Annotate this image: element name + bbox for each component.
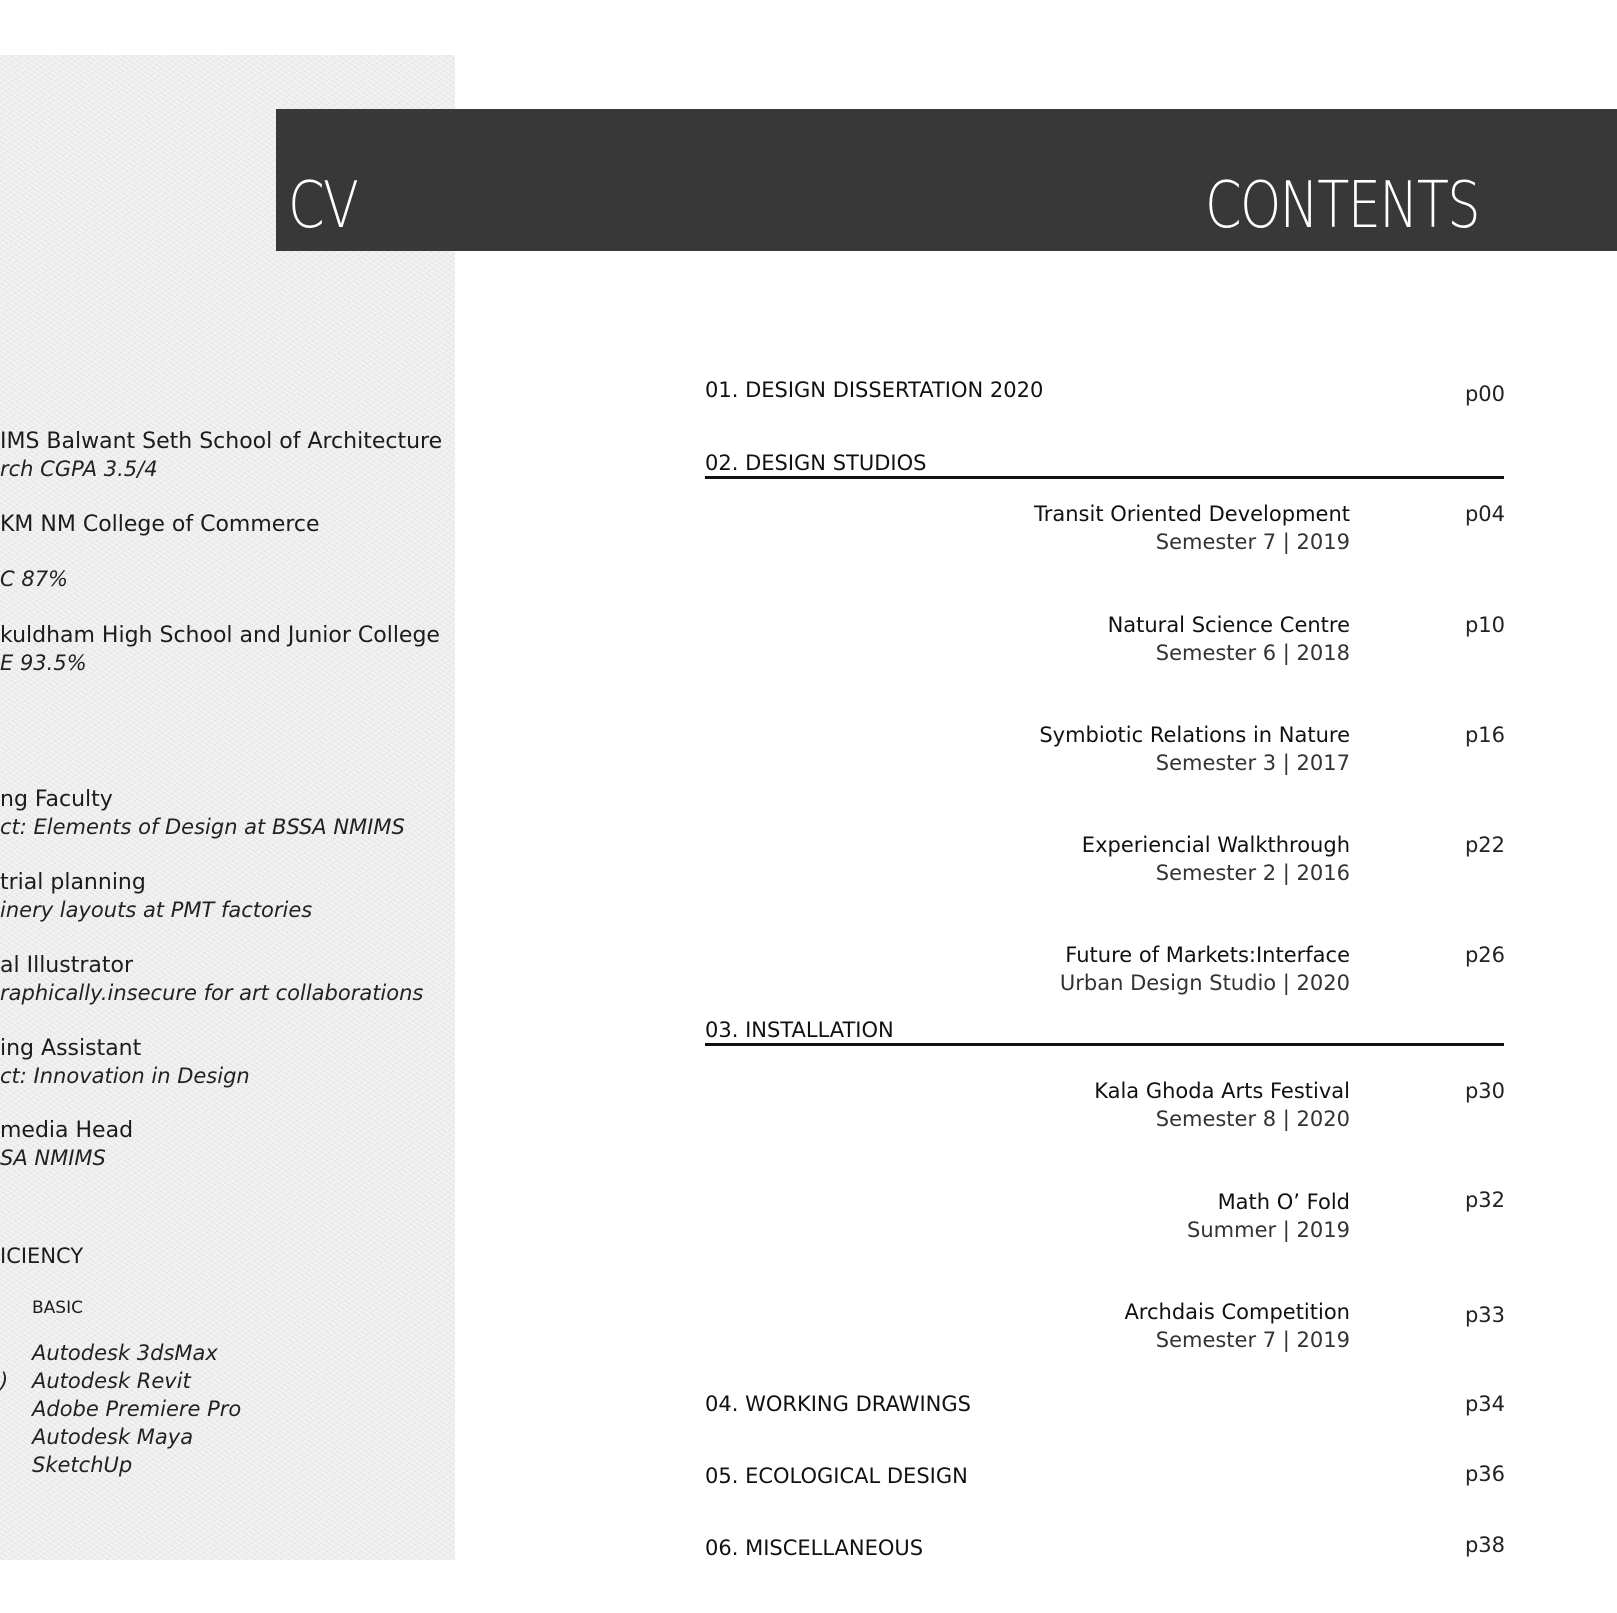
page-number: p16 bbox=[1464, 723, 1505, 747]
software-item: Autodesk 3dsMax bbox=[32, 1341, 218, 1365]
page-number: p32 bbox=[1464, 1188, 1505, 1212]
section-title: 01. DESIGN DISSERTATION 2020 bbox=[705, 378, 1044, 402]
section-title: 04. WORKING DRAWINGS bbox=[705, 1392, 971, 1416]
entry-subtitle: Semester 6 | 2018 bbox=[1155, 641, 1350, 665]
software-item: Adobe Premiere Pro bbox=[32, 1397, 242, 1421]
page-number: p34 bbox=[1464, 1392, 1505, 1416]
experience-title: al Illustrator bbox=[0, 953, 133, 978]
education-title: IMS Balwant Seth School of Architecture bbox=[0, 429, 443, 454]
section-divider bbox=[705, 476, 1504, 479]
education-title: KM NM College of Commerce bbox=[0, 512, 320, 537]
entry-subtitle: Semester 3 | 2017 bbox=[1155, 751, 1350, 775]
contents-heading: CONTENTS bbox=[1205, 169, 1479, 243]
experience-title: trial planning bbox=[0, 870, 146, 895]
page-number: p22 bbox=[1464, 833, 1505, 857]
toc-entry bbox=[1124, 1298, 1350, 1354]
experience-detail: raphically.insecure for art collaborations bbox=[0, 981, 424, 1005]
proficiency-heading: ICIENCY bbox=[0, 1244, 84, 1268]
entry-subtitle: Urban Design Studio | 2020 bbox=[1059, 971, 1350, 995]
education-detail: rch CGPA 3.5/4 bbox=[0, 457, 158, 481]
page-number: p26 bbox=[1464, 943, 1505, 967]
entry-title: Kala Ghoda Arts Festival bbox=[1094, 1079, 1350, 1103]
experience-title: ng Faculty bbox=[0, 787, 113, 812]
experience-detail: ct: Elements of Design at BSSA NMIMS bbox=[0, 815, 405, 839]
section-divider bbox=[705, 1043, 1504, 1046]
software-item: Autodesk Revit bbox=[32, 1369, 191, 1393]
education-detail: E 93.5% bbox=[0, 651, 87, 675]
entry-title: Future of Markets:Interface bbox=[1065, 943, 1350, 967]
section-title: 05. ECOLOGICAL DESIGN bbox=[705, 1464, 968, 1488]
experience-title: ing Assistant bbox=[0, 1036, 142, 1061]
entry-title: Experiencial Walkthrough bbox=[1081, 833, 1350, 857]
page-number: p33 bbox=[1464, 1303, 1505, 1327]
toc-entry bbox=[1039, 721, 1350, 777]
experience-detail: SA NMIMS bbox=[0, 1146, 106, 1170]
cv-heading: CV bbox=[288, 169, 358, 243]
toc-entry bbox=[1034, 500, 1350, 556]
page-number: p38 bbox=[1464, 1533, 1505, 1557]
basic-label: BASIC bbox=[32, 1298, 83, 1318]
experience-detail: ct: Innovation in Design bbox=[0, 1064, 250, 1088]
page-number: p36 bbox=[1464, 1462, 1505, 1486]
entry-title: Natural Science Centre bbox=[1107, 613, 1350, 637]
page-number: p00 bbox=[1464, 382, 1505, 406]
entry-subtitle: Semester 7 | 2019 bbox=[1155, 1328, 1350, 1352]
section-title: 02. DESIGN STUDIOS bbox=[705, 451, 927, 475]
entry-subtitle: Semester 2 | 2016 bbox=[1155, 861, 1350, 885]
experience-title: media Head bbox=[0, 1118, 134, 1143]
toc-entry bbox=[1187, 1188, 1350, 1244]
entry-subtitle: Semester 7 | 2019 bbox=[1155, 530, 1350, 554]
page-number: p10 bbox=[1464, 613, 1505, 637]
experience-detail: inery layouts at PMT factories bbox=[0, 898, 313, 922]
software-item: Autodesk Maya bbox=[32, 1425, 194, 1449]
entry-subtitle: Summer | 2019 bbox=[1187, 1218, 1350, 1242]
software-item: SketchUp bbox=[32, 1453, 133, 1477]
stray-char: ) bbox=[0, 1369, 9, 1393]
toc-entry bbox=[1060, 941, 1350, 997]
page-number: p30 bbox=[1464, 1079, 1505, 1103]
section-title: 06. MISCELLANEOUS bbox=[705, 1536, 924, 1560]
toc-entry bbox=[1094, 1077, 1350, 1133]
table-of-contents bbox=[705, 0, 1505, 1613]
education-title: kuldham High School and Junior College bbox=[0, 623, 440, 648]
entry-subtitle: Semester 8 | 2020 bbox=[1155, 1107, 1350, 1131]
section-title: 03. INSTALLATION bbox=[705, 1018, 894, 1042]
entry-title: Math O’ Fold bbox=[1217, 1190, 1350, 1214]
entry-title: Archdais Competition bbox=[1124, 1300, 1350, 1324]
toc-entry bbox=[1108, 611, 1350, 667]
page-number: p04 bbox=[1464, 502, 1505, 526]
education-detail: C 87% bbox=[0, 567, 69, 591]
toc-entry bbox=[1082, 831, 1350, 887]
entry-title: Symbiotic Relations in Nature bbox=[1039, 723, 1350, 747]
cv-column bbox=[0, 0, 455, 1613]
entry-title: Transit Oriented Development bbox=[1034, 502, 1350, 526]
